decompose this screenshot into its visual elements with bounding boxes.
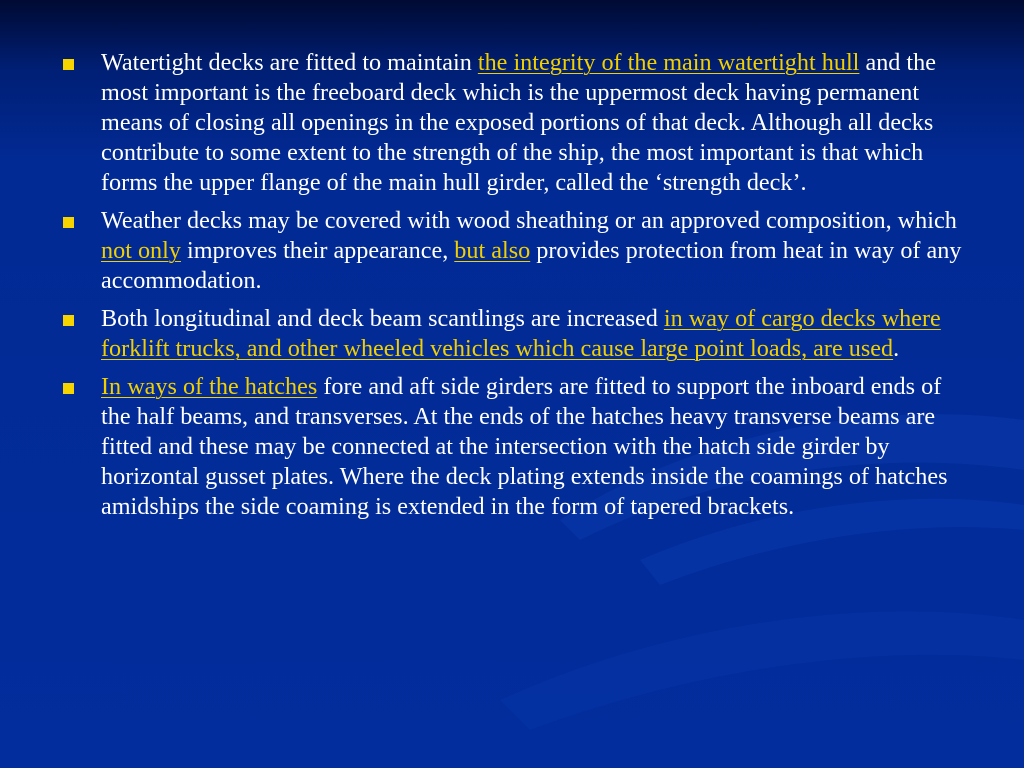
body-text: fore and aft side girders are fitted to support the inboard ends of the half beams, and transverses. At the ends of the hatches heavy transverse beams are fitted and these may be connected at the intersection with the hatch side girder by horizontal gusset plates. Where the deck plating extends inside the coamings of hatches amidships the side coaming is extended in the form of tapered brackets. [101, 373, 948, 520]
bullet-text [101, 207, 961, 294]
bullet-square-icon [63, 59, 74, 70]
body-text: . [893, 335, 900, 362]
bullet-item-hatches [60, 372, 965, 522]
body-text: Weather decks may be covered with wood sheathing or an approved composition, which [101, 207, 957, 234]
body-text: and the most important is the freeboard deck which is the uppermost deck having permanent means of closing all openings in the exposed portions of that deck. Although all decks contribute to some extent to the strength of the ship, the most important is that which forms the upper flange of the main hull girder, called the ‘strength deck’. [101, 49, 936, 196]
hyperlink[interactable]: in way of cargo decks where forklift trucks, and other wheeled vehicles which cause large point loads, are used [101, 305, 941, 362]
bullet-text [101, 49, 936, 196]
bullet-item-integrity [60, 48, 965, 198]
bullet-item-scantlings [60, 304, 965, 364]
hyperlink[interactable]: but also [454, 237, 531, 264]
bullet-item-weather-decks [60, 206, 965, 296]
body-text: Both longitudinal and deck beam scantlings are increased [101, 305, 664, 332]
bullet-square-icon [63, 383, 74, 394]
body-text: provides protection from heat in way of any accommodation. [101, 237, 962, 294]
hyperlink[interactable]: the integrity of the main watertight hull [477, 49, 860, 76]
hyperlink[interactable]: In ways of the hatches [101, 373, 318, 400]
slide-content [60, 48, 965, 530]
hyperlink[interactable]: not only [101, 237, 181, 264]
bullet-square-icon [63, 217, 74, 228]
bullet-text [101, 305, 941, 362]
body-text: improves their appearance, [180, 237, 455, 264]
body-text: Watertight decks are fitted to maintain [101, 49, 478, 76]
bullet-square-icon [63, 315, 74, 326]
bullet-text [101, 373, 948, 520]
